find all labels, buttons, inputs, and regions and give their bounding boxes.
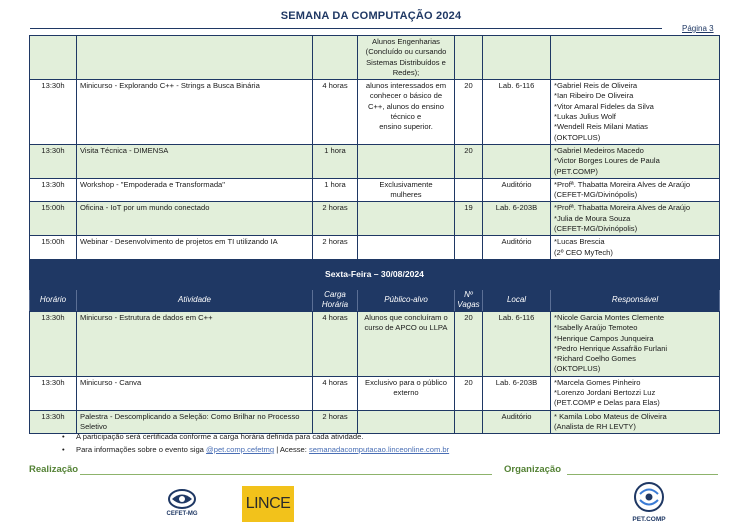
responsible-line: (2º CEO MyTech) — [554, 247, 613, 257]
seats-cell — [455, 410, 483, 434]
activity-cell: Visita Técnica - DIMENSA — [77, 144, 313, 178]
audience-cell — [358, 36, 455, 80]
activity-cell: Minicurso - Canva — [77, 376, 313, 410]
audience-line: C++, alunos do ensino — [368, 101, 444, 111]
audience-line: Alunos Engenharias — [372, 37, 440, 46]
audience-line: técnico e — [390, 112, 422, 122]
document-title: SEMANA DA COMPUTAÇÃO 2024 — [280, 10, 462, 22]
activity-cell: Workshop - "Empoderada e Transformada" — [77, 178, 313, 202]
responsible-line: *Lorenzo Jordani Bertozzi Luz — [554, 388, 656, 398]
activity-cell — [77, 36, 313, 80]
responsible-line: (Analista de RH LEVTY) — [554, 421, 636, 431]
audience-cell — [358, 178, 455, 202]
activity-cell: Webinar - Desenvolvimento de projetos em TI utilizando IA — [77, 236, 313, 260]
activity-cell: Minicurso - Explorando C++ - Strings a Busca Binária — [77, 80, 313, 145]
petcomp-logo — [624, 481, 674, 525]
website-link[interactable]: semanadacomputacao.linceonline.com.br — [309, 445, 450, 454]
table-row — [30, 202, 720, 236]
responsible-line: *Gabriel Medeiros Macedo — [554, 145, 644, 155]
audience-line: (Concluído ou cursando — [365, 47, 447, 57]
responsible-line: *Gabriel Reis de Oliveira — [554, 81, 638, 91]
responsible-cell — [551, 178, 720, 202]
time-cell: 13:30h — [30, 410, 77, 434]
info-separator: | Acesse: — [274, 445, 309, 454]
schedule-table — [29, 35, 720, 434]
responsible-line: *Pedro Henrique Assafrão Furlani — [554, 343, 668, 353]
hours-cell: 2 horas — [313, 202, 358, 236]
seats-cell — [455, 178, 483, 202]
time-cell: 13:30h — [30, 178, 77, 202]
place-cell: Lab. 6-203B — [483, 376, 551, 410]
responsible-cell — [551, 236, 720, 260]
responsible-line: (OKTOPLUS) — [554, 364, 601, 374]
hours-cell: 4 horas — [313, 376, 358, 410]
responsible-line: *Lukas Julius Wolf — [554, 112, 616, 122]
responsible-line: *Wendell Reis Milani Matias — [554, 122, 648, 132]
activity-cell: Minicurso - Estrutura de dados em C++ — [77, 311, 313, 376]
audience-line: Redes); — [392, 67, 420, 77]
responsible-line: *Ian Ribeiro De Oliveira — [554, 91, 634, 101]
seats-cell: 20 — [455, 144, 483, 178]
responsible-cell — [551, 311, 720, 376]
lince-logo: LINCE — [242, 486, 294, 522]
audience-cell — [358, 311, 455, 376]
table-row — [30, 144, 720, 178]
place-cell: Lab. 6-116 — [483, 311, 551, 376]
responsible-cell — [551, 144, 720, 178]
place-cell: Auditório — [483, 178, 551, 202]
table-row — [30, 376, 720, 410]
instagram-link[interactable]: @pet.comp.cefetmg — [206, 445, 275, 454]
cefet-emblem-icon — [167, 488, 197, 510]
audience-line: ensino superior. — [379, 122, 433, 132]
place-cell — [483, 144, 551, 178]
info-note — [62, 443, 449, 456]
responsible-line: *Profª. Thabatta Moreira Alves de Araújo — [554, 203, 691, 213]
seats-cell — [455, 36, 483, 80]
audience-line: Sistemas Distribuídos e — [366, 57, 446, 67]
friday-rows — [30, 311, 720, 433]
audience-line: Alunos que concluíram o — [364, 312, 448, 322]
place-cell: Lab. 6-203B — [483, 202, 551, 236]
responsible-cell — [551, 376, 720, 410]
organizacao-rule — [567, 474, 718, 475]
responsible-line: *Nicole Garcia Montes Clemente — [554, 312, 665, 322]
audience-line: externo — [393, 388, 419, 398]
column-header: Responsável — [551, 289, 720, 311]
seats-cell: 20 — [455, 376, 483, 410]
activity-cell: Palestra - Descomplicando a Seleção: Como Brilhar no Processo Seletivo — [77, 410, 313, 434]
audience-cell — [358, 144, 455, 178]
day-title: Sexta-Feira – 30/08/2024 — [30, 259, 720, 289]
realizacao-label: Realização — [29, 464, 79, 475]
audience-cell — [358, 202, 455, 236]
responsible-line: *Richard Coelho Gomes — [554, 354, 636, 364]
column-header: Nº Vagas — [455, 289, 483, 311]
audience-line: alunos interessados em — [365, 81, 447, 91]
title-underline — [30, 28, 662, 29]
table-row — [30, 80, 720, 145]
responsible-cell — [551, 202, 720, 236]
responsible-line: *Lucas Brescia — [554, 237, 605, 247]
column-header-row — [30, 289, 720, 311]
responsible-line: (CEFET-MG/Divinópolis) — [554, 224, 638, 234]
day-header-row — [30, 259, 720, 289]
audience-line: mulheres — [390, 190, 422, 200]
seats-cell — [455, 236, 483, 260]
responsible-line: *Julia de Moura Souza — [554, 213, 631, 223]
place-cell: Auditório — [483, 410, 551, 434]
certificate-note: • A participação será certificada conforme a carga horária definida para cada atividade. — [62, 430, 449, 443]
info-prefix: Para informações sobre o evento siga — [76, 445, 207, 454]
table-row — [30, 36, 720, 80]
place-cell: Lab. 6-116 — [483, 80, 551, 145]
seats-cell: 19 — [455, 202, 483, 236]
seats-cell: 20 — [455, 311, 483, 376]
audience-line: Exclusivamente — [379, 179, 433, 189]
hours-cell: 1 hora — [313, 144, 358, 178]
seats-cell: 20 — [455, 80, 483, 145]
audience-line: curso de APCO ou LLPA — [364, 323, 448, 333]
responsible-line: (OKTOPLUS) — [554, 132, 601, 142]
column-header: Horário — [30, 289, 77, 311]
table-row — [30, 311, 720, 376]
hours-cell: 2 horas — [313, 236, 358, 260]
responsible-line: *Henrique Campos Junqueira — [554, 333, 654, 343]
organizacao-label: Organização — [504, 464, 562, 475]
column-header: Carga Horária — [313, 289, 358, 311]
notes-list — [62, 430, 449, 456]
hours-cell: 2 horas — [313, 410, 358, 434]
column-header: Público-alvo — [358, 289, 455, 311]
responsible-line: *Isabelly Araújo Temoteo — [554, 323, 638, 333]
thursday-rows — [30, 36, 720, 260]
responsible-cell — [551, 410, 720, 434]
place-cell — [483, 36, 551, 80]
hours-cell: 4 horas — [313, 311, 358, 376]
audience-line: conhecer o básico de — [369, 91, 443, 101]
cefet-logo-text: CEFET-MG — [166, 511, 198, 517]
time-cell: 13:30h — [30, 376, 77, 410]
responsible-line: (CEFET-MG/Divinópolis) — [554, 190, 638, 200]
petcomp-logo-text: PET.COMP — [632, 516, 666, 523]
page-number: Página 3 — [682, 24, 714, 33]
time-cell: 13:30h — [30, 144, 77, 178]
place-cell: Auditório — [483, 236, 551, 260]
audience-line: Exclusivo para o público — [365, 377, 447, 387]
responsible-line: (PET.COMP e Delas para Elas) — [554, 398, 660, 408]
hours-cell: 1 hora — [313, 178, 358, 202]
petcomp-emblem-icon — [632, 481, 666, 513]
responsible-line: (PET.COMP) — [554, 166, 598, 176]
hours-cell — [313, 36, 358, 80]
audience-cell — [358, 376, 455, 410]
audience-cell — [358, 236, 455, 260]
time-cell: 13:30h — [30, 80, 77, 145]
time-cell — [30, 36, 77, 80]
responsible-cell — [551, 36, 720, 80]
time-cell: 15:00h — [30, 236, 77, 260]
table-row — [30, 178, 720, 202]
audience-cell — [358, 80, 455, 145]
column-header: Local — [483, 289, 551, 311]
realizacao-rule — [80, 474, 492, 475]
responsible-cell — [551, 80, 720, 145]
cefet-logo — [160, 488, 204, 522]
responsible-line: *Marcela Gomes Pinheiro — [554, 377, 641, 387]
responsible-line: * Kamila Lobo Mateus de Oliveira — [554, 411, 667, 421]
responsible-line: *Profª. Thabatta Moreira Alves de Araújo — [554, 179, 691, 189]
responsible-line: *Victor Borges Loures de Paula — [554, 156, 660, 166]
activity-cell: Oficina - IoT por um mundo conectado — [77, 202, 313, 236]
table-row — [30, 236, 720, 260]
column-header: Atividade — [77, 289, 313, 311]
time-cell: 13:30h — [30, 311, 77, 376]
time-cell: 15:00h — [30, 202, 77, 236]
responsible-line: *Vitor Amaral Fideles da Silva — [554, 101, 654, 111]
hours-cell: 4 horas — [313, 80, 358, 145]
